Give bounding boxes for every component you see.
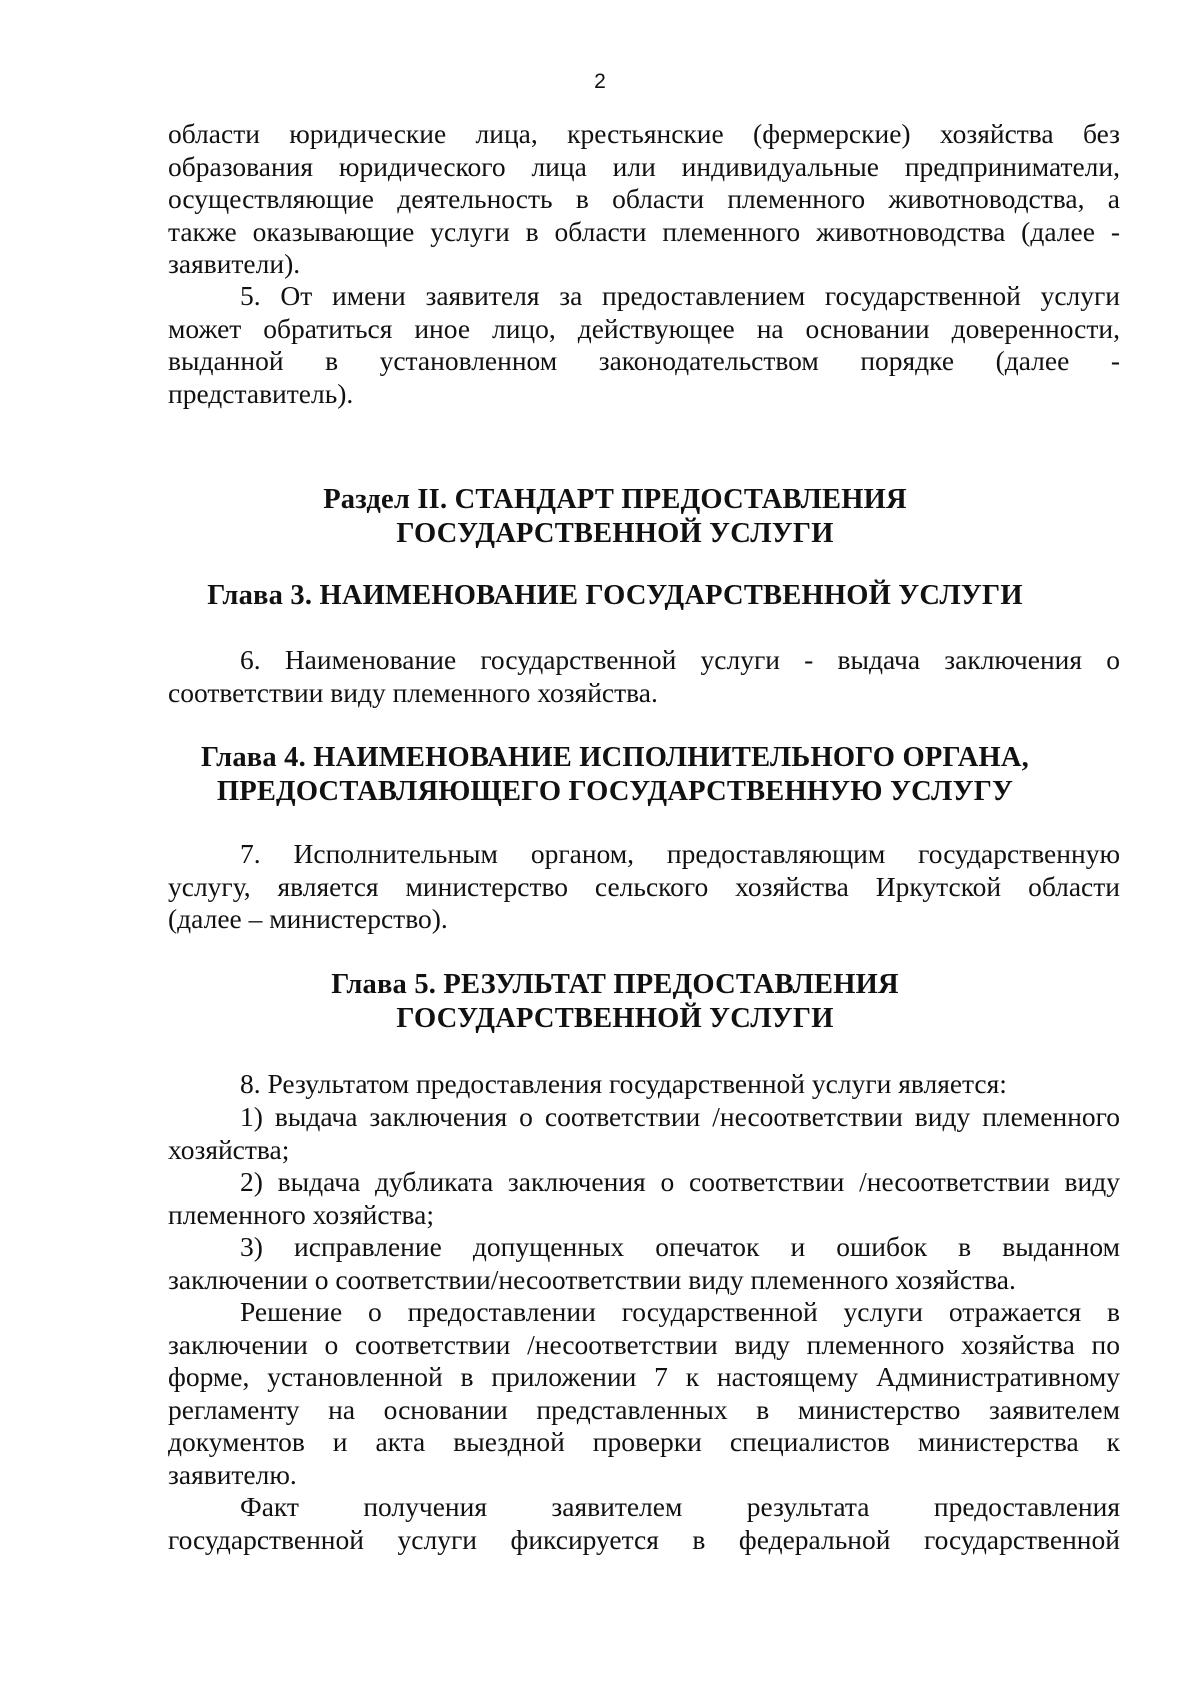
text-line: племенного хозяйства; <box>168 1198 435 1230</box>
text-line: Решение о предоставлении государственной услуги отражается в <box>240 1296 1120 1327</box>
heading-line: ГОСУДАРСТВЕННОЙ УСЛУГИ <box>396 518 834 549</box>
list-item-2 <box>168 1166 1120 1231</box>
text-line: регламенту на основании представленных в министерство заявителем <box>168 1393 1120 1425</box>
heading-line: Глава 3. НАИМЕНОВАНИЕ ГОСУДАРСТВЕННОЙ УСЛУГИ <box>207 580 1023 611</box>
paragraph-6 <box>168 644 1120 709</box>
chapter-3-heading <box>0 579 1200 613</box>
text-line: может обратиться иное лицо, действующее на основании доверенности, <box>168 312 1120 344</box>
heading-line: Глава 4. НАИМЕНОВАНИЕ ИСПОЛНИТЕЛЬНОГО ОРГАНА, <box>201 742 1029 773</box>
page-number: 2 <box>594 70 606 93</box>
text-line: осуществляющие деятельность в области племенного животноводства, а <box>168 183 1120 214</box>
text-line: заключении о соответствии /несоответствии виду племенного хозяйства по <box>168 1328 1120 1360</box>
text-line: Факт получения заявителем результата предоставления <box>240 1491 1120 1522</box>
text-line: выданной в установленном законодательством порядке (далее - <box>168 345 1120 376</box>
paragraph-decision <box>168 1296 1120 1491</box>
heading-line: ГОСУДАРСТВЕННОЙ УСЛУГИ <box>396 1003 834 1034</box>
section-heading <box>0 483 1200 551</box>
text-line: 1) выдача заключения о соответствии /несоответствии виду племенного <box>240 1101 1120 1132</box>
text-line: 5. От имени заявителя за предоставлением государственной услуги <box>240 280 1120 311</box>
text-line: 6. Наименование государственной услуги - выдача заключения о <box>240 644 1120 675</box>
paragraph-applicants <box>168 118 1120 281</box>
text-line: 7. Исполнительным органом, предоставляющим государственную <box>240 838 1120 869</box>
text-line: 2) выдача дубликата заключения о соответствии /несоответствии виду <box>240 1166 1120 1197</box>
paragraph-fact <box>168 1491 1120 1556</box>
paragraph-8 <box>168 1068 1120 1101</box>
text-line: соответствии виду племенного хозяйства. <box>168 676 658 708</box>
heading-line: ПРЕДОСТАВЛЯЮЩЕГО ГОСУДАРСТВЕННУЮ УСЛУГУ <box>216 776 1014 807</box>
text-line: форме, установленной в приложении 7 к настоящему Административному <box>168 1361 1120 1392</box>
text-line: услугу, является министерство сельского хозяйства Иркутской области <box>168 870 1120 902</box>
text-line: 3) исправление допущенных опечаток и ошибок в выданном <box>240 1231 1120 1262</box>
paragraph-7 <box>168 838 1120 936</box>
paragraph-5 <box>168 280 1120 410</box>
text-line: заявителю. <box>168 1458 297 1490</box>
text-line: документов и акта выездной проверки специалистов министерства к <box>168 1426 1120 1457</box>
text-line: образования юридического лица или индивидуальные предприниматели, <box>168 150 1120 182</box>
text-line: представитель). <box>168 377 354 409</box>
chapter-5-heading <box>0 968 1200 1036</box>
text-line: государственной услуги фиксируется в федеральной государственной <box>168 1523 1120 1555</box>
text-line: также оказывающие услуги в области племенного животноводства (далее - <box>168 215 1120 247</box>
heading-line: Глава 5. РЕЗУЛЬТАТ ПРЕДОСТАВЛЕНИЯ <box>331 969 899 1000</box>
text-line: 8. Результатом предоставления государственной услуги является: <box>240 1068 1007 1099</box>
text-line: области юридические лица, крестьянские (фермерские) хозяйства без <box>168 118 1120 149</box>
text-line: хозяйства; <box>168 1133 290 1165</box>
list-item-1 <box>168 1101 1120 1166</box>
heading-line: Раздел II. СТАНДАРТ ПРЕДОСТАВЛЕНИЯ <box>323 484 907 515</box>
chapter-4-heading <box>0 741 1200 809</box>
text-line: заявители). <box>168 248 301 279</box>
text-line: (далее – министерство). <box>168 903 448 934</box>
list-item-3 <box>168 1231 1120 1296</box>
text-line: заключении о соответствии/несоответствии виду племенного хозяйства. <box>168 1263 1016 1295</box>
